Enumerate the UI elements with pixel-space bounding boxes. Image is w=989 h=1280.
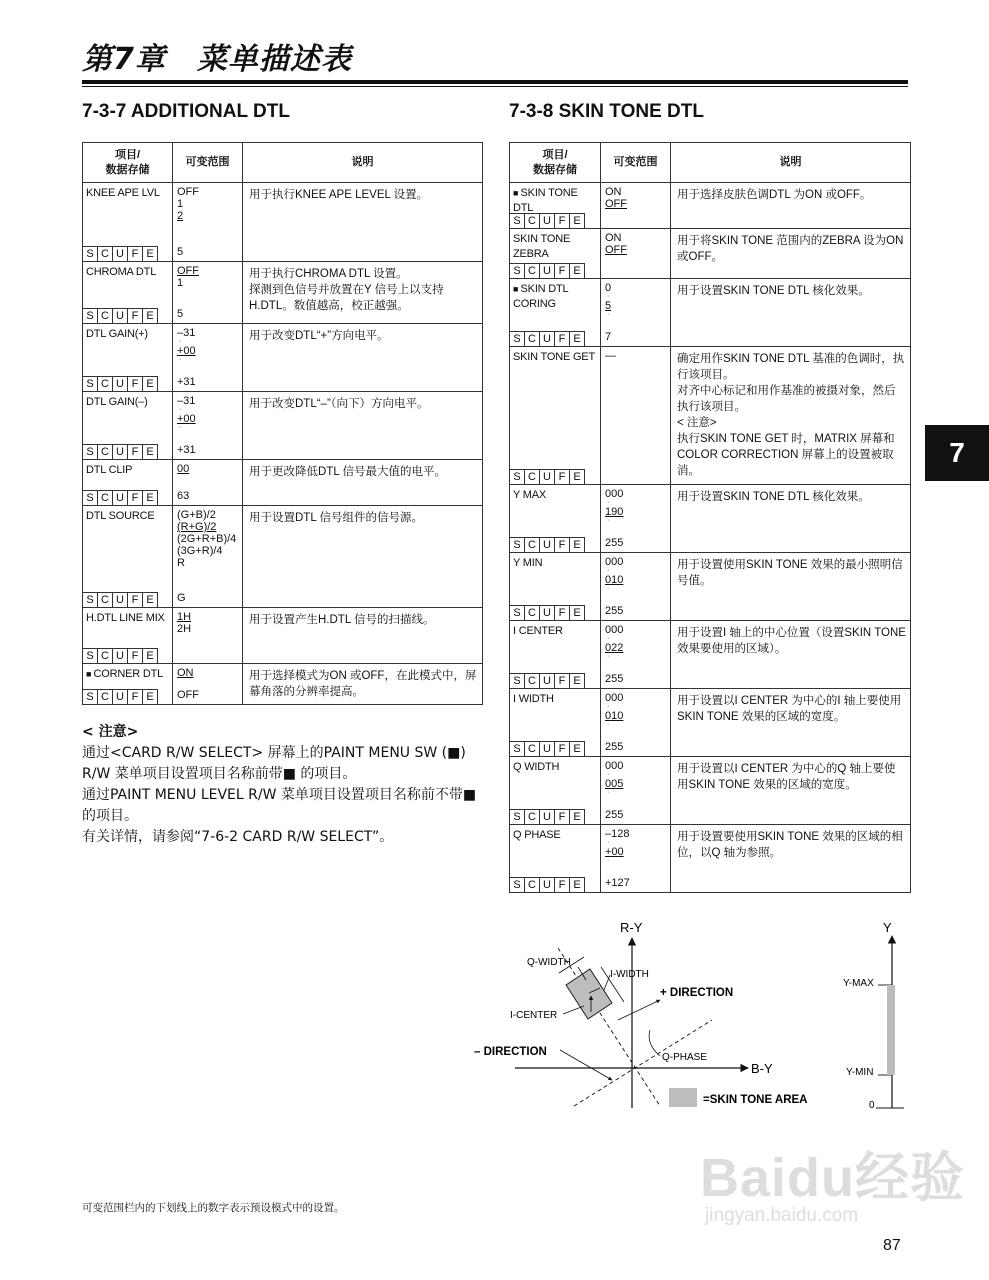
range-ellipsis: · bbox=[607, 585, 610, 592]
flag-s: S bbox=[83, 490, 98, 505]
range-value: (G+B)/2 bbox=[177, 509, 216, 521]
range-value: 0 bbox=[605, 282, 612, 294]
flag-e: E bbox=[570, 605, 585, 620]
flag-c: C bbox=[525, 263, 540, 278]
item-name: KNEE APE LVL bbox=[86, 187, 160, 199]
col-header-item: 项目/ 数据存储 bbox=[83, 143, 173, 183]
flag-e: E bbox=[570, 741, 585, 756]
flag-f: F bbox=[128, 376, 143, 391]
item-name: DTL SOURCE bbox=[86, 510, 155, 522]
flag-c: C bbox=[525, 809, 540, 824]
page-number: 87 bbox=[883, 1237, 901, 1254]
range-max-value: 7 bbox=[605, 331, 612, 343]
q-phase-arc bbox=[649, 1030, 660, 1056]
flag-u: U bbox=[540, 213, 555, 228]
flag-s: S bbox=[510, 213, 525, 228]
flag-u: U bbox=[540, 877, 555, 892]
flag-f: F bbox=[128, 689, 143, 704]
flag-u: U bbox=[113, 648, 128, 663]
item-name: Y MIN bbox=[513, 557, 543, 569]
flag-f: F bbox=[555, 331, 570, 346]
flag-u: U bbox=[540, 605, 555, 620]
flag-u: U bbox=[540, 263, 555, 278]
item-name: SKIN TONE GET bbox=[513, 351, 595, 363]
default-value: 00 bbox=[177, 463, 190, 475]
range-ellipsis: · bbox=[607, 499, 610, 506]
y-zero-label: 0 bbox=[869, 1100, 875, 1111]
flag-e: E bbox=[143, 648, 158, 663]
flag-c: C bbox=[98, 490, 113, 505]
flag-s: S bbox=[510, 741, 525, 756]
paint-menu-mark-icon: ■ bbox=[513, 188, 521, 198]
item-name: I WIDTH bbox=[513, 693, 554, 705]
item-name: ■ SKIN TONE DTL bbox=[513, 187, 578, 214]
range-value: (3G+R)/4 bbox=[177, 545, 223, 557]
flag-u: U bbox=[113, 376, 128, 391]
default-value: 190 bbox=[605, 506, 624, 518]
flag-f: F bbox=[555, 673, 570, 688]
flag-s: S bbox=[510, 877, 525, 892]
flag-u: U bbox=[540, 331, 555, 346]
flag-u: U bbox=[113, 444, 128, 459]
flag-s: S bbox=[510, 469, 525, 484]
description-cell: 确定用作SKIN TONE DTL 基准的色调时，执行该项目。 对齐中心标记和用作基准的被摄对象，然后执行该项目。 < 注意> 执行SKIN TONE GET 时，MATRIX 屏幕和COLOR CORRECTION 屏幕上的设置被取消。 bbox=[671, 347, 911, 485]
default-value: OFF bbox=[605, 244, 627, 256]
flag-s: S bbox=[83, 308, 98, 323]
flag-e: E bbox=[570, 809, 585, 824]
range-value: –31 bbox=[177, 327, 196, 339]
paint-menu-mark-icon: ■ bbox=[86, 669, 94, 679]
default-value: OFF bbox=[605, 198, 627, 210]
range-ellipsis: · bbox=[607, 293, 610, 300]
range-value: R bbox=[177, 557, 185, 569]
default-value: 010 bbox=[605, 710, 624, 722]
range-ellipsis: · bbox=[607, 653, 610, 660]
col-header-desc: 说明 bbox=[671, 143, 911, 183]
description-cell: 用于设置以I CENTER 为中心的Q 轴上要使用SKIN TONE 效果的区域的宽度。 bbox=[671, 757, 911, 825]
watermark-url: jingyan.baidu.com bbox=[705, 1205, 859, 1226]
skin-tone-area bbox=[566, 969, 612, 1019]
flag-f: F bbox=[128, 308, 143, 323]
range-max-value: +127 bbox=[605, 877, 630, 889]
description-cell: 用于执行CHROMA DTL 设置。 探测到色信号并放置在Y 信号上以支持H.DTL。数值越高，校正越强。 bbox=[243, 262, 483, 324]
default-value: ON bbox=[177, 667, 194, 679]
range-value: 000 bbox=[605, 760, 624, 772]
description-cell: 用于设置要使用SKIN TONE 效果的区域的相位，以Q 轴为参照。 bbox=[671, 825, 911, 893]
item-name: CHROMA DTL bbox=[86, 266, 157, 278]
y-range-bar bbox=[887, 985, 895, 1075]
flag-c: C bbox=[98, 246, 113, 261]
default-value: 010 bbox=[605, 574, 624, 586]
range-value: ON bbox=[605, 186, 622, 198]
minus-direction-arrow bbox=[560, 1050, 612, 1080]
flag-f: F bbox=[555, 877, 570, 892]
range-ellipsis: · bbox=[179, 338, 182, 345]
by-label: B-Y bbox=[751, 1061, 773, 1076]
i-center-pointer bbox=[563, 1006, 584, 1014]
flag-f: F bbox=[128, 592, 143, 607]
range-value: OFF bbox=[177, 186, 199, 198]
default-value: 1H bbox=[177, 611, 192, 623]
range-ellipsis: · bbox=[607, 721, 610, 728]
range-ellipsis: · bbox=[607, 703, 610, 710]
chapter-tab: 7 bbox=[925, 425, 989, 481]
default-value: +00 bbox=[177, 413, 196, 425]
flag-e: E bbox=[143, 376, 158, 391]
flag-c: C bbox=[525, 469, 540, 484]
range-value: 000 bbox=[605, 692, 624, 704]
flag-e: E bbox=[570, 213, 585, 228]
range-ellipsis: · bbox=[179, 424, 182, 431]
flag-e: E bbox=[570, 537, 585, 552]
watermark-logo: Baidu经验 bbox=[700, 1148, 966, 1208]
flag-f: F bbox=[555, 741, 570, 756]
description-cell: 用于执行KNEE APE LEVEL 设置。 bbox=[243, 183, 483, 262]
flag-s: S bbox=[510, 263, 525, 278]
default-value: +00 bbox=[605, 846, 624, 858]
col-header-desc: 说明 bbox=[243, 143, 483, 183]
range-max-value: 255 bbox=[605, 809, 624, 821]
item-name: DTL GAIN(+) bbox=[86, 328, 148, 340]
legend-label: =SKIN TONE AREA bbox=[703, 1094, 808, 1106]
legend-swatch bbox=[669, 1088, 697, 1107]
description-cell: 用于更改降低DTL 信号最大值的电平。 bbox=[243, 460, 483, 506]
item-name: Y MAX bbox=[513, 489, 547, 501]
range-max-value: 255 bbox=[605, 673, 624, 685]
description-cell: 用于设置I 轴上的中心位置（设置SKIN TONE 效果要使用的区域）。 bbox=[671, 621, 911, 689]
flag-c: C bbox=[98, 444, 113, 459]
flag-f: F bbox=[555, 537, 570, 552]
flag-c: C bbox=[525, 537, 540, 552]
range-value: 1 bbox=[177, 277, 184, 289]
flag-c: C bbox=[525, 877, 540, 892]
range-value: 000 bbox=[605, 488, 624, 500]
notes-heading: < 注意> bbox=[82, 724, 139, 740]
item-name: ■ CORNER DTL bbox=[86, 668, 164, 680]
right-section-title: 7-3-8 SKIN TONE DTL bbox=[509, 101, 704, 122]
item-name: ■ SKIN DTL CORING bbox=[513, 283, 569, 310]
flag-s: S bbox=[510, 605, 525, 620]
description-cell: 用于改变DTL“–”（向下）方向电平。 bbox=[243, 392, 483, 460]
y-label: Y bbox=[883, 920, 892, 935]
default-value: (R+G)/2 bbox=[177, 521, 217, 533]
description-cell: 用于将SKIN TONE 范围内的ZEBRA 设为ON 或OFF。 bbox=[671, 229, 911, 279]
flag-c: C bbox=[98, 689, 113, 704]
flag-s: S bbox=[510, 809, 525, 824]
flag-e: E bbox=[143, 490, 158, 505]
flag-e: E bbox=[570, 469, 585, 484]
flag-s: S bbox=[510, 331, 525, 346]
flag-f: F bbox=[128, 444, 143, 459]
range-ellipsis: · bbox=[607, 839, 610, 846]
description-cell: 用于设置SKIN TONE DTL 核化效果。 bbox=[671, 279, 911, 347]
col-header-range: 可变范围 bbox=[601, 143, 671, 183]
flag-u: U bbox=[113, 246, 128, 261]
plus-direction-label: + DIRECTION bbox=[660, 987, 734, 999]
ry-label: R-Y bbox=[620, 920, 643, 935]
default-value: +00 bbox=[177, 345, 196, 357]
i-center-label: I-CENTER bbox=[510, 1010, 558, 1021]
flag-s: S bbox=[83, 444, 98, 459]
range-ellipsis: · bbox=[607, 567, 610, 574]
flag-c: C bbox=[525, 741, 540, 756]
range-max-value: 255 bbox=[605, 605, 624, 617]
flag-c: C bbox=[525, 605, 540, 620]
item-name: I CENTER bbox=[513, 625, 563, 637]
flag-u: U bbox=[540, 537, 555, 552]
description-cell: 用于选择皮肤色调DTL 为ON 或OFF。 bbox=[671, 183, 911, 229]
y-min-label: Y-MIN bbox=[846, 1067, 874, 1078]
description-cell: 用于设置SKIN TONE DTL 核化效果。 bbox=[671, 485, 911, 553]
range-max-value: +31 bbox=[177, 444, 196, 456]
footnote: 可变范围栏内的下划线上的数字表示预设模式中的设置。 bbox=[82, 1202, 345, 1214]
flag-u: U bbox=[540, 741, 555, 756]
range-ellipsis: · bbox=[607, 789, 610, 796]
item-name: DTL CLIP bbox=[86, 464, 133, 476]
description-cell: 用于设置使用SKIN TONE 效果的最小照明信号值。 bbox=[671, 553, 911, 621]
minus-direction-label: – DIRECTION bbox=[474, 1046, 547, 1058]
range-ellipsis: · bbox=[179, 356, 182, 363]
description-cell: 用于设置产生H.DTL 信号的扫描线。 bbox=[243, 608, 483, 664]
flag-s: S bbox=[510, 537, 525, 552]
flag-u: U bbox=[540, 673, 555, 688]
item-name: H.DTL LINE MIX bbox=[86, 612, 165, 624]
flag-u: U bbox=[113, 592, 128, 607]
flag-c: C bbox=[525, 213, 540, 228]
range-ellipsis: · bbox=[607, 857, 610, 864]
range-ellipsis: · bbox=[607, 635, 610, 642]
range-ellipsis: · bbox=[607, 517, 610, 524]
item-name: Q PHASE bbox=[513, 829, 561, 841]
flag-u: U bbox=[113, 689, 128, 704]
flag-s: S bbox=[83, 246, 98, 261]
flag-s: S bbox=[83, 648, 98, 663]
paint-menu-mark-icon: ■ bbox=[513, 284, 521, 294]
default-value: 5 bbox=[605, 300, 612, 312]
flag-s: S bbox=[510, 673, 525, 688]
item-name: DTL GAIN(–) bbox=[86, 396, 148, 408]
range-ellipsis: · bbox=[607, 771, 610, 778]
flag-c: C bbox=[98, 376, 113, 391]
flag-f: F bbox=[555, 809, 570, 824]
col-header-range: 可变范围 bbox=[173, 143, 243, 183]
range-value: –128 bbox=[605, 828, 630, 840]
range-ellipsis: · bbox=[179, 406, 182, 413]
description-cell: 用于改变DTL“+”方向电平。 bbox=[243, 324, 483, 392]
flag-c: C bbox=[98, 592, 113, 607]
default-value: 005 bbox=[605, 778, 624, 790]
flag-s: S bbox=[83, 592, 98, 607]
range-max-value: G bbox=[177, 592, 186, 604]
flag-f: F bbox=[555, 605, 570, 620]
item-name: Q WIDTH bbox=[513, 761, 560, 773]
range-max-value: 255 bbox=[605, 537, 624, 549]
notes-line: 有关详情，请参阅“7-6-2 CARD R/W SELECT”。 bbox=[82, 829, 394, 845]
flag-u: U bbox=[113, 490, 128, 505]
flag-u: U bbox=[113, 308, 128, 323]
range-max-value: 5 bbox=[177, 308, 184, 320]
default-value: OFF bbox=[177, 265, 199, 277]
flag-f: F bbox=[128, 648, 143, 663]
flag-c: C bbox=[525, 331, 540, 346]
flag-e: E bbox=[143, 246, 158, 261]
range-value: 2H bbox=[177, 623, 192, 635]
description-cell: 用于选择模式为ON 或OFF，在此模式中，屏幕角落的分辨率提高。 bbox=[243, 664, 483, 705]
default-value: 2 bbox=[177, 210, 184, 222]
range-value: — bbox=[605, 350, 616, 362]
flag-c: C bbox=[525, 673, 540, 688]
flag-f: F bbox=[555, 469, 570, 484]
description-cell: 用于设置DTL 信号组件的信号源。 bbox=[243, 506, 483, 608]
item-name: SKIN TONE ZEBRA bbox=[513, 233, 571, 260]
i-width-label: I-WIDTH bbox=[610, 969, 649, 980]
flag-e: E bbox=[143, 444, 158, 459]
range-max-value: 5 bbox=[177, 246, 184, 258]
q-width-label: Q-WIDTH bbox=[527, 957, 571, 968]
flag-f: F bbox=[128, 490, 143, 505]
flag-u: U bbox=[540, 469, 555, 484]
flag-c: C bbox=[98, 308, 113, 323]
q-phase-label: Q-PHASE bbox=[662, 1052, 708, 1063]
col-header-item: 项目/ 数据存储 bbox=[510, 143, 601, 183]
flag-u: U bbox=[540, 809, 555, 824]
chapter-title: 第7章 菜单描述表 bbox=[82, 42, 352, 77]
range-max-value: 255 bbox=[605, 741, 624, 753]
plus-direction-arrow bbox=[618, 1000, 660, 1020]
y-max-label: Y-MAX bbox=[843, 978, 874, 989]
flag-f: F bbox=[555, 213, 570, 228]
flag-e: E bbox=[570, 263, 585, 278]
range-max-value: 63 bbox=[177, 490, 190, 502]
notes-line: 通过PAINT MENU LEVEL R/W 菜单项目设置项目名称前不带■ 的项目。 bbox=[82, 787, 477, 824]
flag-e: E bbox=[570, 877, 585, 892]
range-value: 1 bbox=[177, 198, 184, 210]
flag-e: E bbox=[570, 673, 585, 688]
notes-line: 通过<CARD R/W SELECT> 屏幕上的PAINT MENU SW (■) R/W 菜单项目设置项目名称前带■ 的项目。 bbox=[82, 745, 466, 782]
range-max-value: +31 bbox=[177, 376, 196, 388]
flag-f: F bbox=[555, 263, 570, 278]
default-value: 022 bbox=[605, 642, 624, 654]
flag-e: E bbox=[570, 331, 585, 346]
range-max-value: OFF bbox=[177, 689, 199, 701]
flag-s: S bbox=[83, 376, 98, 391]
range-value: ON bbox=[605, 232, 622, 244]
flag-s: S bbox=[83, 689, 98, 704]
range-value: 000 bbox=[605, 624, 624, 636]
description-cell: 用于设置以I CENTER 为中心的I 轴上要使用SKIN TONE 效果的区域的宽度。 bbox=[671, 689, 911, 757]
flag-f: F bbox=[128, 246, 143, 261]
range-ellipsis: · bbox=[607, 311, 610, 318]
flag-e: E bbox=[143, 308, 158, 323]
flag-e: E bbox=[143, 689, 158, 704]
flag-e: E bbox=[143, 592, 158, 607]
left-section-title: 7-3-7 ADDITIONAL DTL bbox=[82, 101, 290, 122]
flag-c: C bbox=[98, 648, 113, 663]
range-value: 000 bbox=[605, 556, 624, 568]
range-value: (2G+R+B)/4 bbox=[177, 533, 237, 545]
range-value: –31 bbox=[177, 395, 196, 407]
